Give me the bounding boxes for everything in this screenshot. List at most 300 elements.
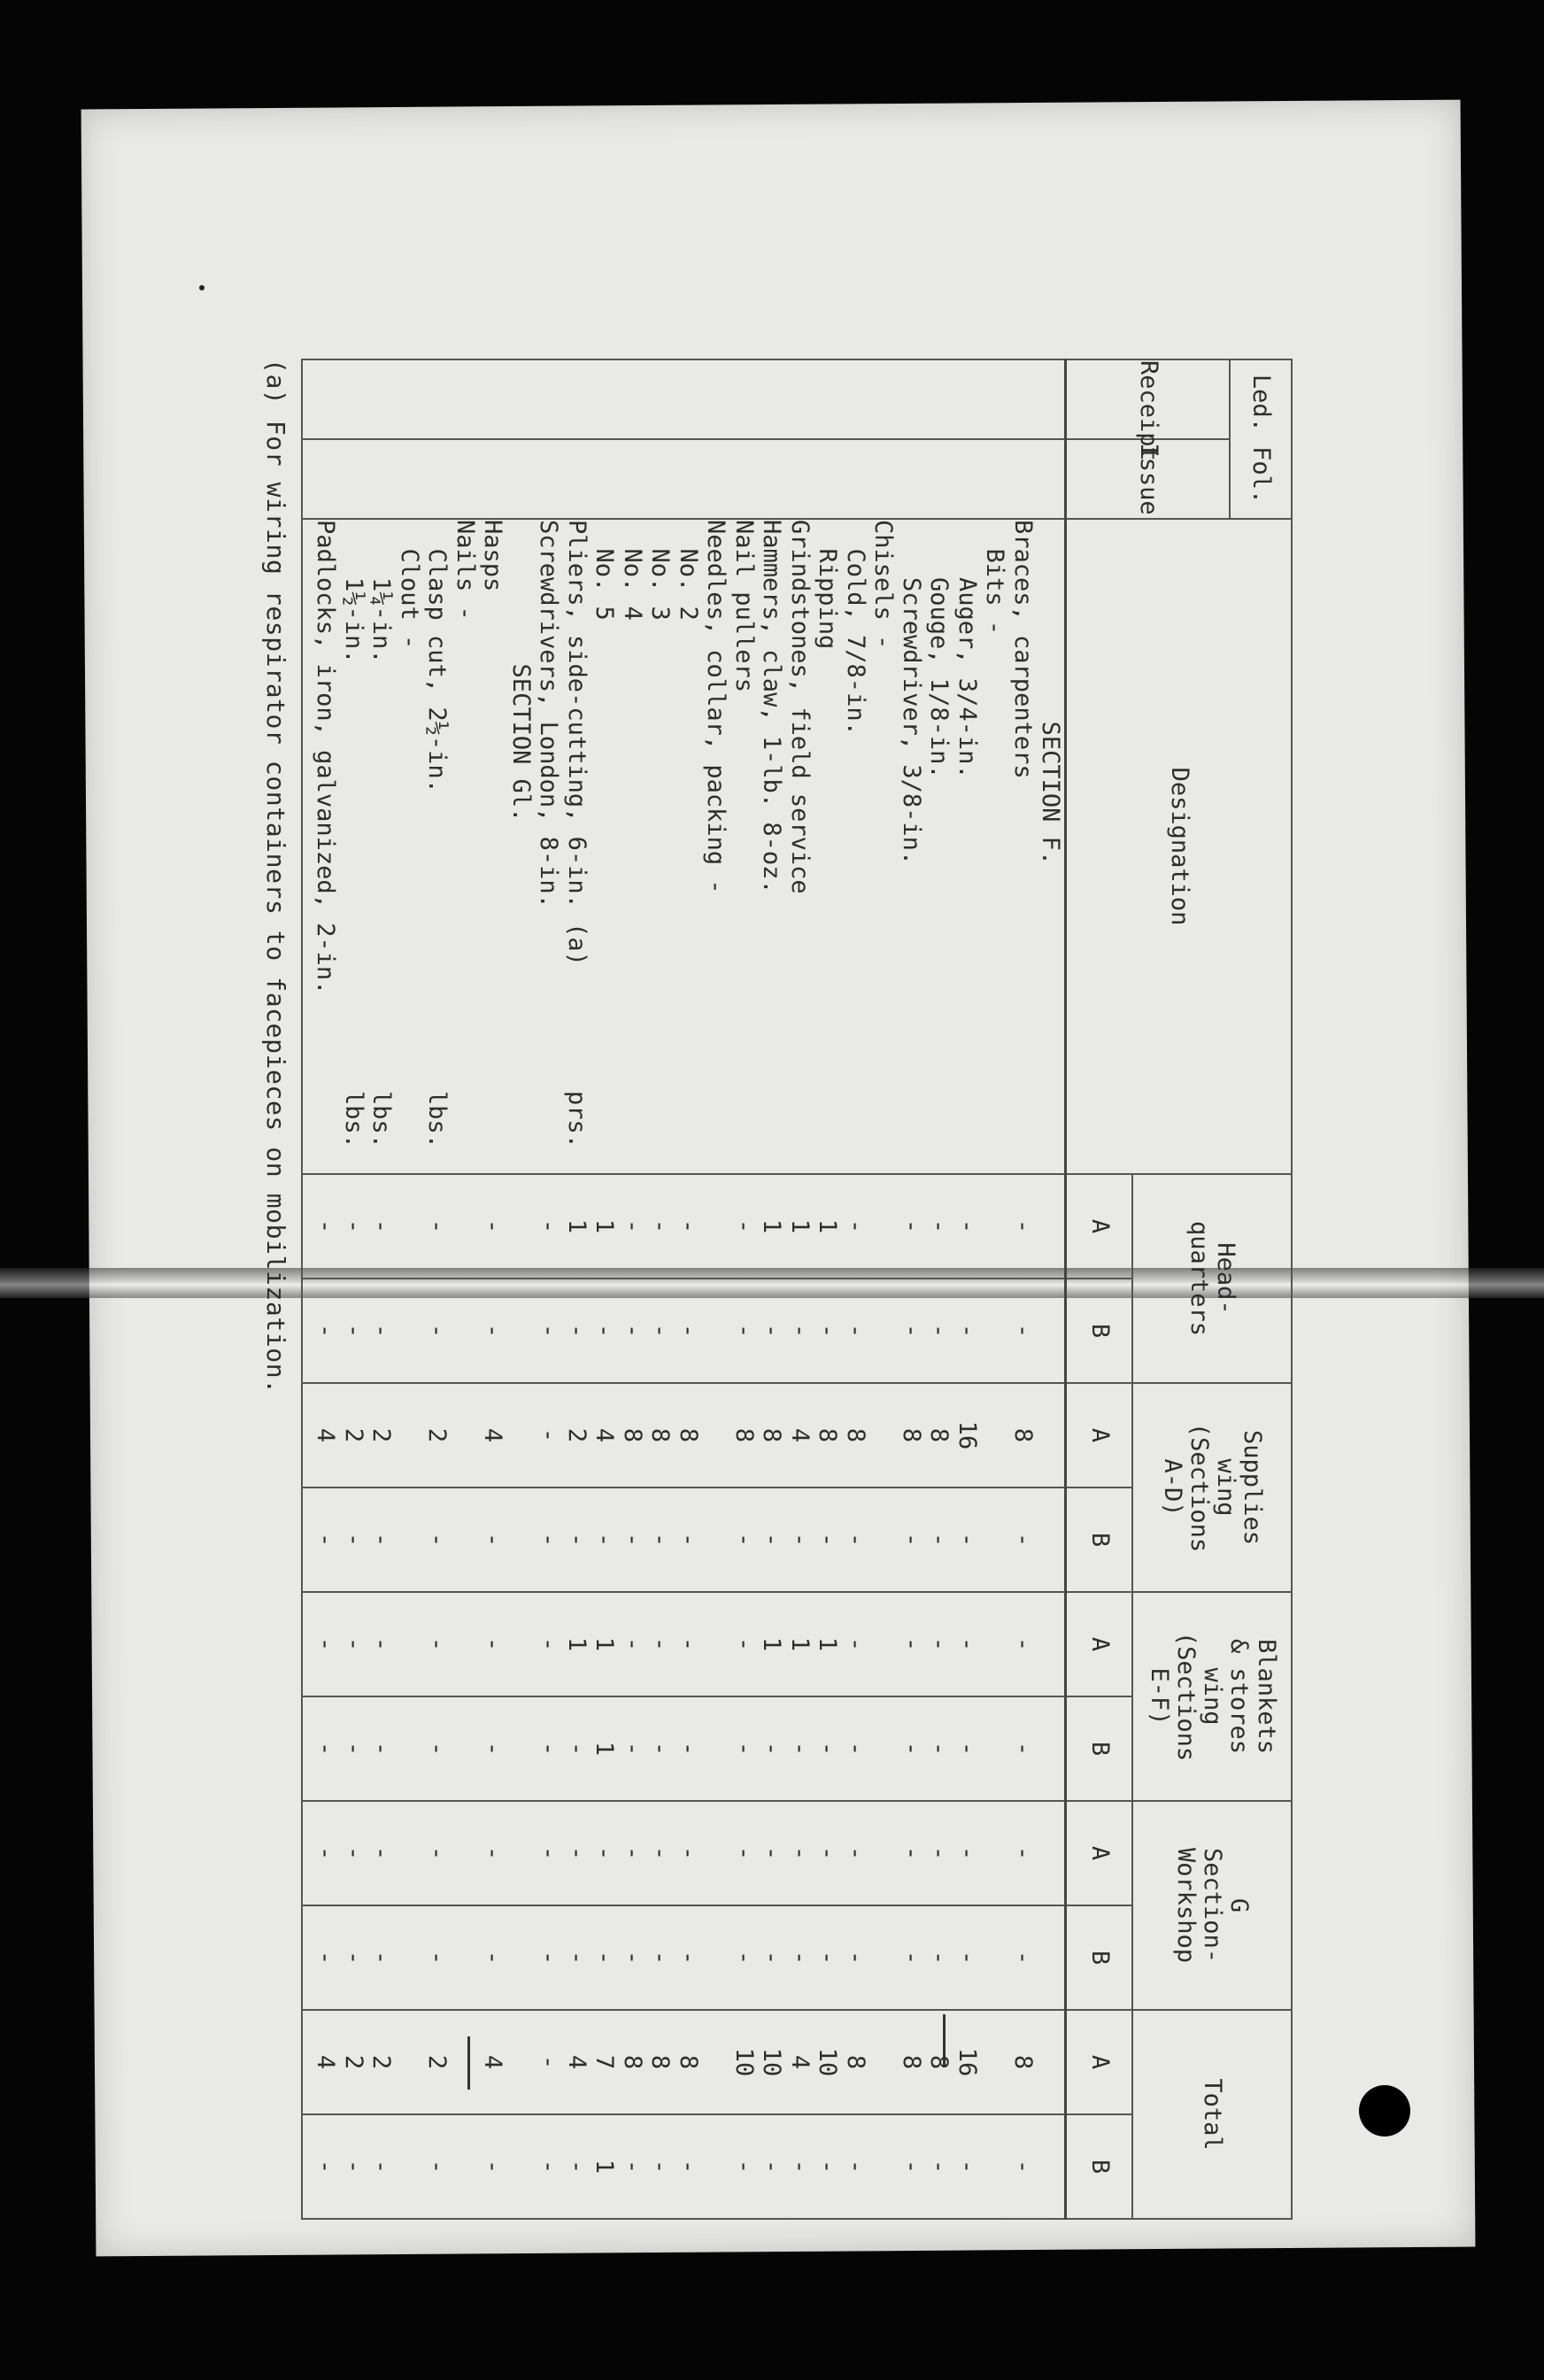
- quantity-cell: [507, 1175, 536, 1278]
- quantity-cell: -: [619, 1532, 646, 1548]
- quantity-cell: -: [340, 1636, 367, 1652]
- column-subheader: B: [1066, 1905, 1132, 2010]
- quantity-cell: -: [563, 1532, 591, 1548]
- quantity-cell: 1: [591, 2159, 619, 2175]
- quantity-cell: [981, 1384, 1009, 1487]
- quantity-cell: [1037, 1802, 1065, 1905]
- quantity-cell: -: [423, 2159, 452, 2175]
- column-subheader: B: [1066, 1279, 1132, 1383]
- item-row: [479, 520, 507, 1173]
- item-designation: Cold, 7/8-in.: [842, 520, 869, 736]
- quantity-cell: [702, 2011, 730, 2113]
- item-designation: Ripping: [814, 520, 842, 650]
- quantity-cell: -: [312, 1845, 340, 1861]
- item-designation: Needles, collar, packing -: [702, 520, 730, 894]
- quantity-cell: -: [479, 2159, 507, 2175]
- group-header: Blankets & stores wing (Sections E-F): [1132, 1592, 1292, 1801]
- quantity-cell: [1037, 1488, 1065, 1591]
- quantity-cell: -: [925, 1845, 953, 1861]
- quantity-cell: 8: [619, 2054, 646, 2070]
- quantity-cell: -: [758, 1532, 786, 1548]
- quantity-cell: -: [367, 2159, 396, 2175]
- quantity-cell: 8: [646, 2054, 675, 2070]
- quantity-cell: -: [1009, 1532, 1037, 1548]
- quantity-cell: [981, 1488, 1009, 1591]
- receipt-column: [302, 359, 1066, 439]
- quantity-cell: -: [842, 1741, 869, 1757]
- group-header: G Section- Workshop: [1132, 1801, 1292, 2010]
- quantity-cell: 8: [619, 1427, 646, 1443]
- quantity-cell: [507, 1697, 536, 1800]
- quantity-cell: -: [675, 1636, 702, 1652]
- quantity-cell: 8: [898, 1427, 925, 1443]
- quantity-cell: 1: [591, 1636, 619, 1652]
- quantity-cell: 10: [814, 2047, 842, 2077]
- item-row: [898, 520, 926, 1173]
- quantity-cell: 8: [814, 1427, 842, 1443]
- quantity-cell: -: [619, 1950, 646, 1966]
- quantity-cell: [869, 1802, 898, 1905]
- quantity-cell: [702, 1488, 730, 1591]
- quantity-cell: 8: [646, 1427, 675, 1443]
- group-header: Total: [1132, 2010, 1292, 2219]
- item-designation: Grindstones, field service: [786, 520, 814, 894]
- quantity-cell: 8: [1009, 2054, 1037, 2070]
- issue-header: Issue: [1066, 439, 1230, 519]
- quantity-cell: 4: [312, 1427, 340, 1443]
- quantity-cell: [1037, 1384, 1065, 1487]
- quantity-cell: -: [730, 1532, 758, 1548]
- quantity-cell: -: [646, 1845, 675, 1861]
- quantity-cell: [869, 1384, 898, 1487]
- quantity-cell: -: [367, 1218, 396, 1234]
- quantity-cell: -: [898, 1323, 925, 1339]
- quantity-cell: -: [591, 1323, 619, 1339]
- quantity-cell: -: [1009, 1845, 1037, 1861]
- quantity-cell: -: [423, 1218, 452, 1234]
- quantity-cell: [702, 2115, 730, 2218]
- quantity-cell: -: [730, 1741, 758, 1757]
- quantity-cell: [702, 1906, 730, 2009]
- quantity-cell: [981, 1802, 1009, 1905]
- quantity-cell: [396, 1384, 424, 1487]
- quantity-cell: -: [786, 1323, 814, 1339]
- item-row: [702, 520, 730, 1173]
- item-row: [842, 520, 870, 1173]
- quantity-cell: 8: [1009, 1427, 1037, 1443]
- quantity-cell: -: [925, 1323, 953, 1339]
- quantity-cell: -: [423, 1323, 452, 1339]
- item-row: [452, 520, 480, 1173]
- group-header: Head- quarters: [1132, 1174, 1292, 1383]
- quantity-cell: 8: [898, 2054, 925, 2070]
- item-designation: Pliers, side-cutting, 6-in. (a): [563, 520, 591, 966]
- item-designation: 1½-in.: [340, 520, 367, 664]
- quantity-cell: [981, 1279, 1009, 1382]
- quantity-cell: -: [646, 1218, 675, 1234]
- quantity-cell: -: [563, 1950, 591, 1966]
- item-row: [953, 520, 982, 1173]
- quantity-cell: [452, 1384, 480, 1487]
- qty-column: [302, 2010, 1066, 2114]
- quantity-cell: -: [646, 2159, 675, 2175]
- quantity-cell: -: [591, 1950, 619, 1966]
- quantity-cell: -: [675, 1323, 702, 1339]
- quantity-cell: 4: [479, 1427, 507, 1443]
- item-row: [396, 520, 424, 1173]
- quantity-cell: [702, 1175, 730, 1278]
- item-designation: Hasps: [479, 520, 507, 592]
- quantity-cell: -: [591, 1532, 619, 1548]
- quantity-cell: -: [312, 1323, 340, 1339]
- item-row: [591, 520, 619, 1173]
- quantity-cell: [452, 1802, 480, 1905]
- quantity-cell: [396, 1593, 424, 1696]
- quantity-cell: -: [842, 2159, 869, 2175]
- quantity-cell: -: [1009, 2159, 1037, 2175]
- quantity-cell: [452, 2011, 480, 2113]
- quantity-cell: [396, 2115, 424, 2218]
- designation-column: [302, 519, 1066, 1174]
- quantity-cell: [1037, 2011, 1065, 2113]
- quantity-cell: -: [646, 1636, 675, 1652]
- quantity-cell: [452, 1488, 480, 1591]
- quantity-cell: 1: [814, 1218, 842, 1234]
- item-designation: Clout -: [396, 520, 423, 650]
- quantity-cell: -: [814, 1323, 842, 1339]
- qty-column: [302, 1592, 1066, 1696]
- item-row: [925, 520, 953, 1173]
- quantity-cell: 8: [842, 2054, 869, 2070]
- quantity-cell: -: [535, 1218, 563, 1234]
- quantity-cell: -: [367, 1532, 396, 1548]
- quantity-cell: 10: [730, 2047, 758, 2077]
- quantity-cell: 4: [563, 2054, 591, 2070]
- quantity-cell: -: [367, 1845, 396, 1861]
- quantity-cell: -: [898, 1950, 925, 1966]
- quantity-cell: -: [758, 1845, 786, 1861]
- quantity-cell: -: [675, 1845, 702, 1861]
- quantity-cell: -: [367, 1950, 396, 1966]
- quantity-cell: -: [563, 1741, 591, 1757]
- item-designation: Bits -: [981, 520, 1009, 636]
- quantity-cell: -: [953, 1532, 981, 1548]
- quantity-cell: [1037, 1279, 1065, 1382]
- quantity-cell: -: [535, 1636, 563, 1652]
- quantity-cell: -: [340, 1950, 367, 1966]
- quantity-cell: -: [619, 1218, 646, 1234]
- quantity-cell: -: [814, 1845, 842, 1861]
- item-row: [340, 520, 368, 1173]
- quantity-cell: 16: [953, 2047, 981, 2077]
- quantity-cell: -: [563, 1845, 591, 1861]
- quantity-cell: -: [925, 1532, 953, 1548]
- quantity-cell: -: [646, 1950, 675, 1966]
- quantity-cell: -: [340, 1323, 367, 1339]
- quantity-cell: [702, 1384, 730, 1487]
- qty-column: [302, 1279, 1066, 1383]
- quantity-cell: [452, 2115, 480, 2218]
- quantity-cell: -: [423, 1845, 452, 1861]
- footnote: (a) For wiring respirator containers to facepieces on mobilization.: [261, 359, 290, 1395]
- item-row: [869, 520, 898, 1173]
- quantity-cell: 8: [925, 1427, 953, 1443]
- quantity-cell: [981, 1175, 1009, 1278]
- quantity-cell: -: [730, 2159, 758, 2175]
- quantity-cell: -: [786, 1532, 814, 1548]
- quantity-cell: -: [535, 1950, 563, 1966]
- quantity-cell: -: [312, 1218, 340, 1234]
- item-row: [1009, 520, 1038, 1173]
- quantity-cell: [507, 1802, 536, 1905]
- qty-column: [302, 1696, 1066, 1801]
- qty-column: [302, 1801, 1066, 1905]
- item-designation: Auger, 3/4-in.: [953, 520, 981, 779]
- quantity-cell: -: [898, 1218, 925, 1234]
- quantity-cell: -: [730, 1323, 758, 1339]
- quantity-cell: -: [312, 1950, 340, 1966]
- item-row: [730, 520, 759, 1173]
- speck: [199, 285, 205, 290]
- quantity-cell: [981, 1697, 1009, 1800]
- quantity-cell: 4: [312, 2054, 340, 2070]
- ledger-table: [301, 359, 1293, 2220]
- quantity-cell: [396, 1802, 424, 1905]
- quantity-cell: -: [646, 1741, 675, 1757]
- quantity-cell: [507, 1384, 536, 1487]
- column-subheader: A: [1066, 1383, 1132, 1488]
- quantity-cell: 2: [340, 1427, 367, 1443]
- quantity-cell: [507, 1906, 536, 2009]
- quantity-cell: 8: [675, 1427, 702, 1443]
- quantity-cell: -: [814, 1532, 842, 1548]
- quantity-cell: [452, 1175, 480, 1278]
- qty-column: [302, 1905, 1066, 2010]
- quantity-cell: -: [758, 1323, 786, 1339]
- quantity-cell: -: [535, 1532, 563, 1548]
- quantity-cell: -: [312, 1532, 340, 1548]
- quantity-cell: [396, 1175, 424, 1278]
- column-subheader: A: [1066, 1592, 1132, 1696]
- item-row: [646, 520, 675, 1173]
- quantity-cell: [869, 1488, 898, 1591]
- quantity-cell: -: [842, 1950, 869, 1966]
- group-header: Supplies wing (Sections A-D): [1132, 1383, 1292, 1592]
- quantity-cell: 4: [591, 1427, 619, 1443]
- quantity-cell: -: [953, 1218, 981, 1234]
- quantity-cell: [396, 1279, 424, 1382]
- quantity-cell: -: [898, 1636, 925, 1652]
- qty-column: [302, 1174, 1066, 1279]
- quantity-cell: 1: [814, 1636, 842, 1652]
- quantity-cell: -: [786, 1950, 814, 1966]
- punch-hole: [1359, 2085, 1410, 2137]
- item-designation: Hammers, claw, 1-lb. 8-oz.: [758, 520, 786, 894]
- quantity-cell: [507, 2115, 536, 2218]
- quantity-cell: -: [646, 1532, 675, 1548]
- quantity-cell: -: [842, 1532, 869, 1548]
- column-subheader: B: [1066, 1696, 1132, 1801]
- quantity-cell: -: [1009, 1950, 1037, 1966]
- quantity-cell: -: [898, 1741, 925, 1757]
- item-unit: lbs.: [423, 1090, 452, 1148]
- quantity-cell: -: [340, 1741, 367, 1757]
- quantity-cell: -: [312, 1741, 340, 1757]
- quantity-cell: [396, 1488, 424, 1591]
- quantity-cell: 8: [675, 2054, 702, 2070]
- item-designation: Braces, carpenters: [1009, 520, 1037, 779]
- quantity-cell: 1: [591, 1741, 619, 1757]
- item-row: [981, 520, 1009, 1173]
- quantity-cell: -: [786, 1845, 814, 1861]
- quantity-cell: -: [953, 2159, 981, 2175]
- quantity-cell: 2: [367, 2054, 396, 2070]
- item-unit: lbs.: [367, 1090, 396, 1148]
- quantity-cell: [981, 2115, 1009, 2218]
- quantity-cell: -: [535, 1323, 563, 1339]
- quantity-cell: 1: [591, 1218, 619, 1234]
- quantity-cell: 8: [730, 1427, 758, 1443]
- quantity-cell: -: [730, 1950, 758, 1966]
- quantity-cell: [396, 1906, 424, 2009]
- item-designation: Screwdrivers, London, 8-in.: [535, 520, 563, 908]
- quantity-cell: [869, 2115, 898, 2218]
- quantity-cell: -: [479, 1532, 507, 1548]
- item-designation: SECTION F.: [1037, 520, 1065, 866]
- quantity-cell: 8: [842, 1427, 869, 1443]
- quantity-cell: -: [367, 1636, 396, 1652]
- quantity-cell: 1: [758, 1636, 786, 1652]
- quantity-cell: -: [842, 1636, 869, 1652]
- quantity-cell: -: [479, 1323, 507, 1339]
- quantity-cell: -: [535, 1845, 563, 1861]
- item-designation: SECTION Gl.: [507, 520, 535, 823]
- quantity-cell: -: [563, 2159, 591, 2175]
- item-designation: Screwdriver, 3/8-in.: [898, 520, 925, 866]
- item-row: [563, 520, 591, 1173]
- quantity-cell: -: [675, 1532, 702, 1548]
- item-designation: Padlocks, iron, galvanized, 2-in.: [312, 520, 340, 995]
- quantity-cell: -: [423, 1741, 452, 1757]
- item-designation: No. 4: [619, 520, 646, 621]
- quantity-cell: -: [925, 1636, 953, 1652]
- quantity-cell: -: [925, 2159, 953, 2175]
- quantity-cell: 1: [563, 1218, 591, 1234]
- quantity-cell: 4: [786, 2054, 814, 2070]
- quantity-cell: -: [535, 1741, 563, 1757]
- quantity-cell: -: [535, 2159, 563, 2175]
- quantity-cell: [869, 2011, 898, 2113]
- quantity-cell: -: [340, 1845, 367, 1861]
- item-row: [423, 520, 452, 1173]
- quantity-cell: -: [814, 1741, 842, 1757]
- quantity-cell: -: [479, 1636, 507, 1652]
- quantity-cell: -: [367, 1741, 396, 1757]
- quantity-cell: -: [563, 1323, 591, 1339]
- quantity-cell: -: [675, 1218, 702, 1234]
- item-row: [758, 520, 786, 1173]
- quantity-cell: -: [730, 1218, 758, 1234]
- quantity-cell: -: [1009, 1323, 1037, 1339]
- quantity-cell: -: [423, 1532, 452, 1548]
- quantity-cell: -: [814, 2159, 842, 2175]
- quantity-cell: [452, 1279, 480, 1382]
- item-designation: Nail pullers: [730, 520, 758, 693]
- column-subheader: B: [1066, 1488, 1132, 1592]
- quantity-cell: [396, 1697, 424, 1800]
- quantity-cell: [869, 1906, 898, 2009]
- quantity-cell: -: [479, 1741, 507, 1757]
- quantity-cell: 16: [953, 1420, 981, 1450]
- quantity-cell: [396, 2011, 424, 2113]
- item-row: [535, 520, 563, 1173]
- quantity-cell: 2: [423, 2054, 452, 2070]
- quantity-cell: 1: [786, 1636, 814, 1652]
- quantity-cell: [1037, 1697, 1065, 1800]
- quantity-cell: -: [312, 1636, 340, 1652]
- quantity-cell: 2: [367, 1427, 396, 1443]
- item-row: [507, 520, 536, 1173]
- quantity-cell: -: [953, 1741, 981, 1757]
- quantity-cell: -: [953, 1950, 981, 1966]
- quantity-cell: -: [312, 2159, 340, 2175]
- quantity-cell: [869, 1697, 898, 1800]
- quantity-cell: -: [814, 1950, 842, 1966]
- item-designation: No. 5: [591, 520, 619, 621]
- quantity-cell: 4: [479, 2054, 507, 2070]
- item-designation: Gouge, 1/8-in.: [925, 520, 953, 779]
- quantity-cell: 2: [563, 1427, 591, 1443]
- quantity-cell: -: [730, 1636, 758, 1652]
- quantity-cell: -: [367, 1323, 396, 1339]
- quantity-cell: -: [758, 2159, 786, 2175]
- item-row: [786, 520, 814, 1173]
- item-row: [312, 520, 340, 1173]
- quantity-cell: -: [479, 1218, 507, 1234]
- quantity-cell: -: [953, 1323, 981, 1339]
- quantity-cell: -: [619, 1741, 646, 1757]
- quantity-cell: -: [925, 1218, 953, 1234]
- quantity-cell: -: [925, 1950, 953, 1966]
- item-unit: prs.: [563, 1090, 591, 1148]
- designation-header: Designation: [1066, 519, 1292, 1174]
- quantity-cell: [869, 1279, 898, 1382]
- quantity-cell: 7: [591, 2054, 619, 2070]
- item-row: [619, 520, 647, 1173]
- item-designation: Clasp cut, 2½-in.: [423, 520, 452, 793]
- quantity-cell: -: [842, 1323, 869, 1339]
- quantity-cell: -: [646, 1323, 675, 1339]
- quantity-cell: -: [423, 1950, 452, 1966]
- quantity-cell: -: [1009, 1218, 1037, 1234]
- quantity-cell: -: [479, 1845, 507, 1861]
- column-subheader: B: [1066, 2114, 1132, 2219]
- quantity-cell: -: [675, 1950, 702, 1966]
- quantity-cell: -: [786, 2159, 814, 2175]
- quantity-cell: -: [758, 1950, 786, 1966]
- quantity-cell: 1: [563, 1636, 591, 1652]
- quantity-cell: -: [953, 1636, 981, 1652]
- quantity-cell: -: [535, 1427, 563, 1443]
- quantity-cell: -: [340, 2159, 367, 2175]
- quantity-cell: -: [898, 2159, 925, 2175]
- quantity-cell: -: [423, 1636, 452, 1652]
- item-unit: lbs.: [340, 1090, 367, 1148]
- quantity-cell: 1: [786, 1218, 814, 1234]
- quantity-cell: [507, 1279, 536, 1382]
- item-designation: No. 2: [675, 520, 702, 621]
- qty-column: [302, 2114, 1066, 2219]
